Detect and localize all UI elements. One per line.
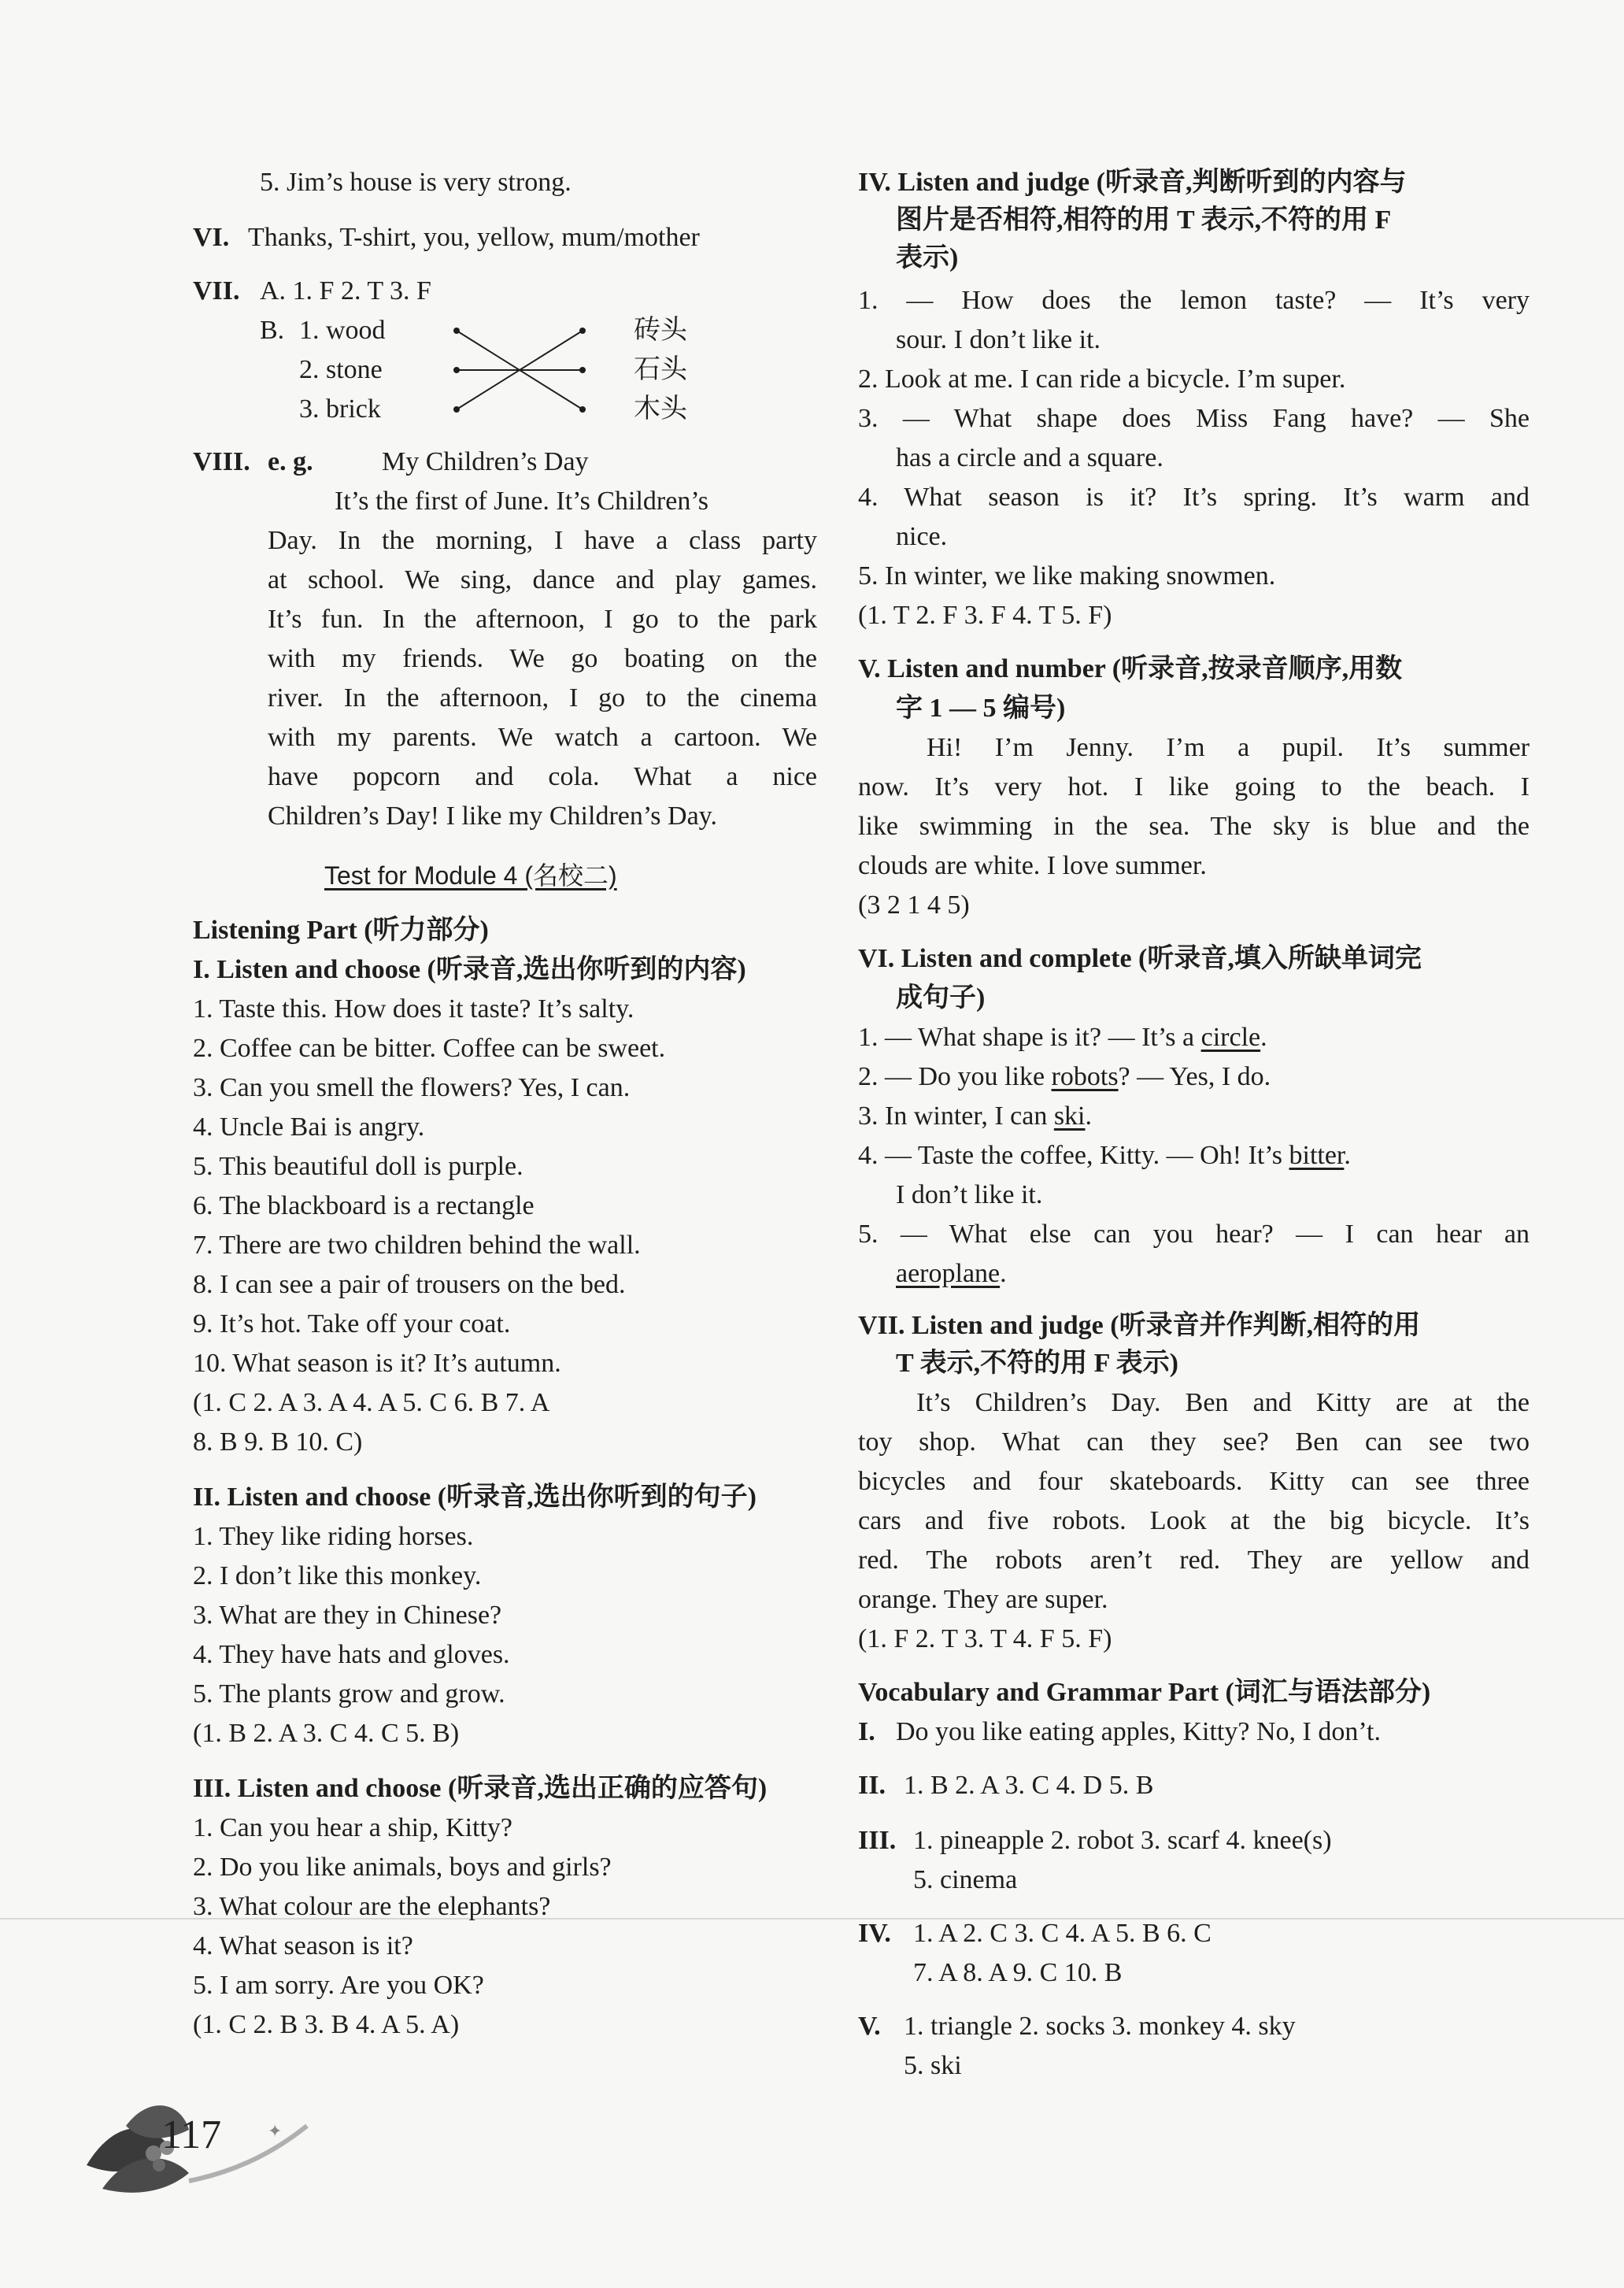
answer-line: 1. — What shape is it? — It’s a circle. (858, 1023, 1267, 1052)
part-heading: Vocabulary and Grammar Part (词汇与语法部分) (858, 1678, 1431, 1707)
answer-line: 4. What season is it? It’s spring. It’s warm and (858, 483, 1530, 512)
answer-line: 3. Can you smell the flowers? Yes, I can. (193, 1073, 631, 1102)
answer-line: 2. Look at me. I can ride a bicycle. I’m super. (858, 365, 1346, 394)
section-heading: VII. Listen and judge (听录音并作判断,相符的用 (858, 1311, 1421, 1340)
answer-line: 3. What colour are the elephants? (193, 1892, 551, 1921)
essay-title: My Children’s Day (382, 447, 589, 476)
part-heading: Listening Part (听力部分) (193, 916, 489, 945)
answer-line: 1. They like riding horses. (193, 1522, 474, 1551)
answer-line: 9. It’s hot. Take off your coat. (193, 1309, 511, 1338)
answer-line: has a circle and a square. (896, 443, 1163, 472)
section-heading: V. Listen and number (听录音,按录音顺序,用数 (858, 654, 1403, 683)
answer-line: 8. I can see a pair of trousers on the bed. (193, 1270, 626, 1299)
answer-line: nice. (896, 522, 948, 551)
essay-line: It’s the first of June. It’s Children’s (335, 487, 709, 516)
essay-line: Children’s Day! I like my Children’s Day. (268, 802, 717, 831)
answer-line: 5. This beautiful doll is purple. (193, 1152, 523, 1181)
answer-key: (1. B 2. A 3. C 4. C 5. B) (193, 1719, 460, 1748)
essay-line: river. In the afternoon, I go to the cinema (268, 683, 817, 713)
filled-word: circle (1200, 1023, 1261, 1052)
section-number: I. (858, 1717, 875, 1746)
answer-line: 5. ski (904, 2051, 962, 2080)
answer-line: 5. The plants grow and grow. (193, 1679, 505, 1709)
answer-key: (1. T 2. F 3. F 4. T 5. F) (858, 601, 1112, 630)
answer-line: 4. They have hats and gloves. (193, 1640, 510, 1669)
answer-key: (1. C 2. A 3. A 4. A 5. C 6. B 7. A (193, 1388, 550, 1417)
answer-line: 1. triangle 2. socks 3. monkey 4. sky (904, 2012, 1296, 2041)
answer-line: 3. In winter, I can ski. (858, 1101, 1093, 1131)
answer-line: I don’t like it. (896, 1180, 1043, 1209)
answer-line: 7. There are two children behind the wall. (193, 1231, 641, 1260)
section-heading: VI. Listen and complete (听录音,填入所缺单词完 (858, 944, 1422, 973)
answer-line: 3. What are they in Chinese? (193, 1601, 502, 1630)
answer-line: aeroplane. (896, 1259, 1007, 1288)
section-number: II. (858, 1771, 886, 1800)
answer-line: 3. — What shape does Miss Fang have? — She (858, 404, 1530, 433)
passage-line: cars and five robots. Look at the big bicycle. It’s (858, 1506, 1530, 1535)
answer-line: 1. B 2. A 3. C 4. D 5. B (904, 1771, 1154, 1800)
answer-line: 7. A 8. A 9. C 10. B (913, 1958, 1123, 1987)
answer-line: 5. cinema (913, 1865, 1018, 1894)
passage-line: clouds are white. I love summer. (858, 851, 1207, 880)
section-heading: T 表示,不符的用 F 表示) (896, 1349, 1178, 1378)
section-heading: IV. Listen and judge (听录音,判断听到的内容与 (858, 168, 1407, 197)
match-english: 3. brick (299, 394, 381, 424)
match-chinese: 木头 (634, 394, 687, 424)
answer-line: 4. What season is it? (193, 1931, 413, 1960)
passage-line: like swimming in the sea. The sky is blue and the (858, 812, 1530, 841)
answer-line: 1. pineapple 2. robot 3. scarf 4. knee(s) (913, 1826, 1332, 1855)
section-heading: 成句子) (896, 983, 986, 1013)
answer-line: 1. Taste this. How does it taste? It’s salty. (193, 994, 634, 1024)
eg-label: e. g. (268, 447, 313, 476)
answer-key: 8. B 9. B 10. C) (193, 1427, 363, 1457)
essay-line: at school. We sing, dance and play games. (268, 565, 817, 594)
answer-line: Thanks, T-shirt, you, yellow, mum/mother (248, 223, 700, 252)
filled-word: robots (1051, 1062, 1119, 1091)
match-chinese: 砖头 (634, 316, 687, 345)
answer-line: Do you like eating apples, Kitty? No, I don’t. (896, 1717, 1381, 1746)
answer-line: A. 1. F 2. T 3. F (260, 276, 431, 305)
answer-line: 5. I am sorry. Are you OK? (193, 1971, 484, 2000)
answer-line: 1. A 2. C 3. C 4. A 5. B 6. C (913, 1919, 1212, 1948)
essay-line: with my parents. We watch a cartoon. We (268, 723, 817, 752)
passage-line: now. It’s very hot. I like going to the beach. I (858, 772, 1530, 802)
answer-line: 6. The blackboard is a rectangle (193, 1191, 535, 1220)
answer-line: 4. Uncle Bai is angry. (193, 1113, 425, 1142)
filled-word: aeroplane (896, 1259, 1001, 1288)
section-number: IV. (858, 1919, 891, 1948)
test-title: Test for Module 4 (名校二) (324, 861, 617, 890)
passage-line: bicycles and four skateboards. Kitty can see three (858, 1467, 1530, 1496)
answer-line: 5. In winter, we like making snowmen. (858, 561, 1276, 591)
section-heading: 表示) (896, 243, 959, 272)
essay-line: It’s fun. In the afternoon, I go to the park (268, 605, 817, 634)
answer-line: 10. What season is it? It’s autumn. (193, 1349, 561, 1378)
match-english: 1. wood (299, 316, 386, 345)
match-english: 2. stone (299, 355, 383, 384)
answer-label: B. (260, 316, 285, 345)
answer-line: 1. Can you hear a ship, Kitty? (193, 1813, 513, 1842)
answer-line: sour. I don’t like it. (896, 325, 1101, 354)
svg-text:✦: ✦ (268, 2121, 283, 2141)
answer-line: 2. Coffee can be bitter. Coffee can be sweet. (193, 1034, 666, 1063)
answer-line: 2. — Do you like robots? — Yes, I do. (858, 1062, 1271, 1091)
section-number: VI. (193, 223, 230, 252)
section-heading: I. Listen and choose (听录音,选出你听到的内容) (193, 955, 746, 984)
essay-line: Day. In the morning, I have a class party (268, 526, 817, 555)
passage-line: red. The robots aren’t red. They are yellow and (858, 1546, 1530, 1575)
answer-line: 4. — Taste the coffee, Kitty. — Oh! It’s bitter. (858, 1141, 1351, 1170)
answer-line: 5. — What else can you hear? — I can hear an (858, 1220, 1530, 1249)
passage-line: It’s Children’s Day. Ben and Kitty are at the (916, 1388, 1530, 1417)
answer-key: (1. C 2. B 3. B 4. A 5. A) (193, 2010, 460, 2039)
matching-lines (449, 315, 590, 417)
passage-line: orange. They are super. (858, 1585, 1108, 1614)
answer-line: 5. Jim’s house is very strong. (260, 168, 572, 197)
section-number: V. (858, 2012, 881, 2041)
section-number: VII. (193, 276, 240, 305)
page-number: 117 (161, 2112, 222, 2157)
passage-line: Hi! I’m Jenny. I’m a pupil. It’s summer (927, 733, 1530, 762)
section-number: VIII. (193, 447, 250, 476)
match-chinese: 石头 (634, 355, 687, 384)
essay-line: have popcorn and cola. What a nice (268, 762, 817, 791)
answer-line: 2. I don’t like this monkey. (193, 1561, 482, 1590)
passage-line: toy shop. What can they see? Ben can see two (858, 1427, 1530, 1457)
essay-line: with my friends. We go boating on the (268, 644, 817, 673)
section-number: III. (858, 1826, 897, 1855)
section-heading: III. Listen and choose (听录音,选出正确的应答句) (193, 1774, 768, 1803)
answer-line: 1. — How does the lemon taste? — It’s very (858, 286, 1530, 315)
filled-word: ski (1053, 1101, 1086, 1131)
section-heading: 字 1 — 5 编号) (896, 694, 1066, 723)
answer-key: (3 2 1 4 5) (858, 890, 970, 920)
answer-line: 2. Do you like animals, boys and girls? (193, 1853, 612, 1882)
filled-word: bitter (1289, 1141, 1345, 1170)
section-heading: 图片是否相符,相符的用 T 表示,不符的用 F (896, 205, 1392, 235)
section-heading: II. Listen and choose (听录音,选出你听到的句子) (193, 1483, 757, 1512)
answer-key: (1. F 2. T 3. T 4. F 5. F) (858, 1624, 1112, 1653)
